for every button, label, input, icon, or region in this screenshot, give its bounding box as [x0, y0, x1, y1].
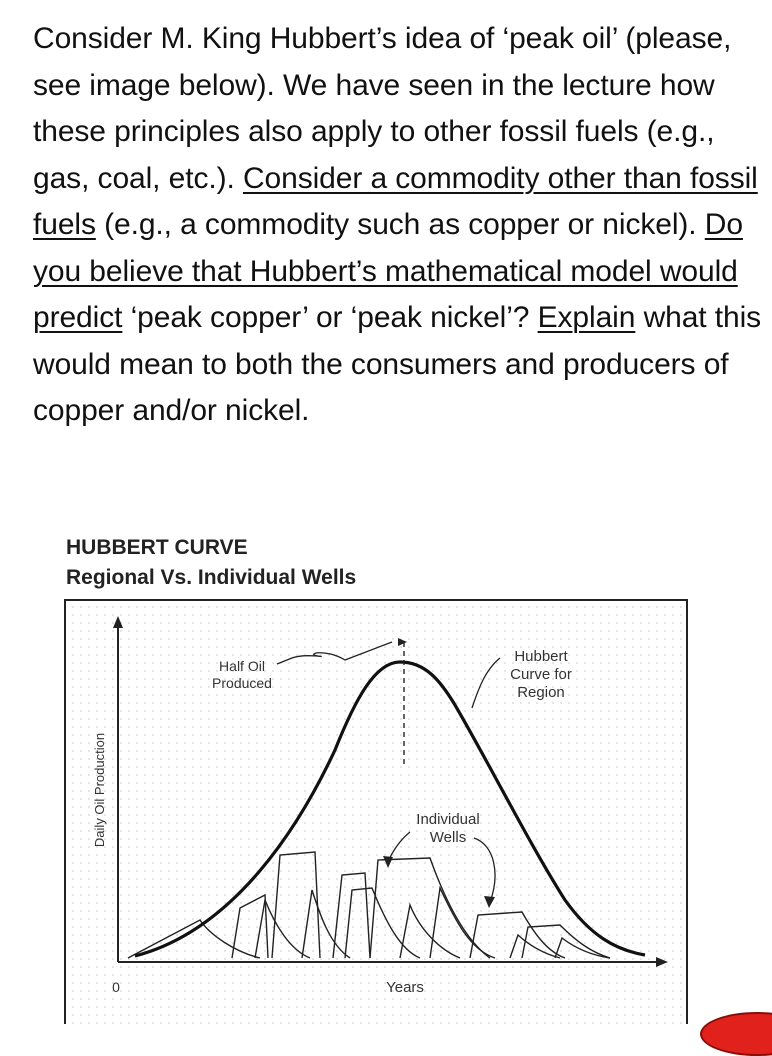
origin-label: 0	[112, 979, 120, 995]
question-underlined-commodity: Consider a commodity other than fossil fuels	[33, 161, 758, 241]
hubbert-region-label: Region	[517, 684, 565, 701]
individual-wells-label: Individual	[416, 811, 480, 828]
hubbert-curve-figure	[0, 590, 772, 1024]
half-oil-label: Half Oil	[219, 658, 265, 674]
question-segment: ‘peak copper’ or ‘peak nickel’?	[122, 301, 538, 334]
question-segment: (e.g., a commodity such as copper or nickel).	[95, 208, 705, 241]
y-axis-label: Daily Oil Production	[92, 732, 107, 848]
figure-title: HUBBERT CURVE	[66, 536, 248, 559]
question-segment: what this would mean to both the consumers and producers of copper and/or nickel.	[33, 301, 762, 427]
question-underlined-explain: Explain	[537, 301, 636, 334]
x-axis-label: Years	[386, 979, 424, 996]
figure-frame	[65, 600, 687, 1024]
question-segment: Consider M. King Hubbert’s idea of ‘peak oil’ (please, see image below). We have seen in the lecture how these principles also apply to other fossil fuels (e.g., gas, coal, etc.).	[33, 22, 732, 195]
question-underlined-predict: Do you believe that Hubbert’s mathematical model would predict	[33, 208, 743, 334]
figure-subtitle: Regional Vs. Individual Wells	[66, 566, 357, 589]
hubbert-region-label: Curve for	[510, 666, 572, 683]
question-text	[33, 16, 763, 435]
hubbert-region-label: Hubbert	[514, 648, 568, 665]
half-oil-label: Produced	[212, 675, 272, 691]
individual-wells-label: Wells	[429, 829, 467, 846]
